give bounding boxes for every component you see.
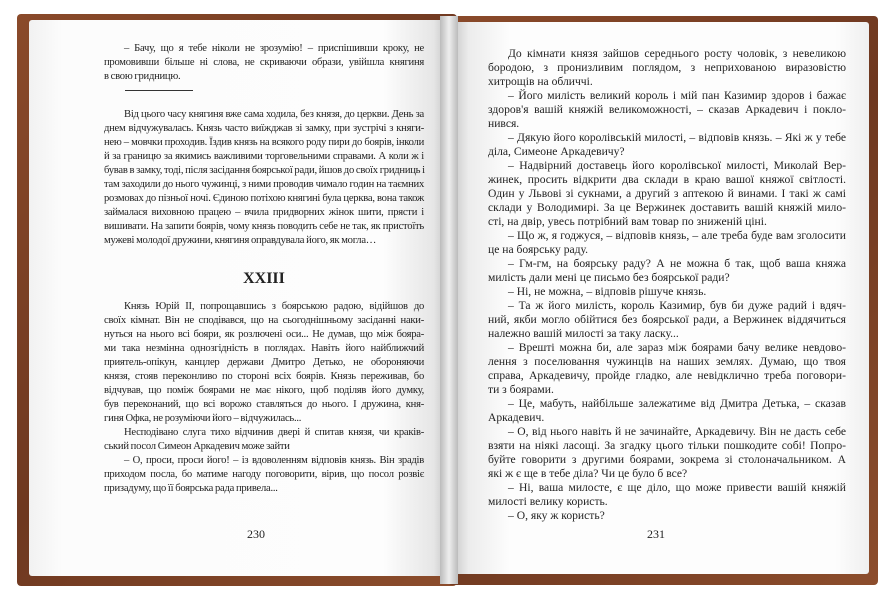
text-line: – Врешті можна би, але зараз між боярами бачу велике невдово- xyxy=(508,341,846,354)
text-line: Аркадевич. xyxy=(488,411,545,424)
text-line: ський посол Симеон Аркадевич може зайти xyxy=(104,441,290,452)
paragraph xyxy=(488,285,846,299)
text-line: займалася виховною працею – вчила придворних жінок шити, прясти і xyxy=(104,207,424,218)
text-line: нився. xyxy=(488,117,520,130)
paragraph xyxy=(488,397,846,425)
paragraph xyxy=(488,425,846,481)
text-line: – О, проси, проси його! – із вдоволенням відповів князь. Він зрадів xyxy=(124,455,424,466)
text-line: бував в замку, тоді, після засідання боярської ради, йшов до своїх гридниць і xyxy=(104,165,425,176)
paragraph xyxy=(488,229,846,257)
paragraph xyxy=(488,131,846,159)
text-line: князя, стояв переконливо по стороні всіх боярів. Князь переживав, бо xyxy=(104,371,424,382)
text-line: До кімнати князя зайшов середнього росту чоловік, з невеликою xyxy=(508,47,846,60)
text-line: – Та ж його милість, король Казимир, був би дуже радий і вдяч- xyxy=(508,299,846,312)
text-line: вишивати. На запити боярів, чому князь поводить себе не так, як пристоїть xyxy=(104,221,424,232)
text-line: – Надвірний доставець його королівської милості, Миколай Вер- xyxy=(508,159,846,172)
text-line: ми така незмінна однозгідність в поглядах. Навіть його найближчий xyxy=(104,343,424,354)
text-line: – О, яку ж користь? xyxy=(508,509,605,522)
text-line: ний, якби могло обійтися без боярської ради, а Вержинек віддячиться xyxy=(488,313,846,326)
text-line: які ж є ще в тебе діла? Чи це було б все? xyxy=(488,467,688,480)
text-line: жинек, просить відкрити два склади в краю вашої княжої світлості. xyxy=(488,173,846,186)
text-line: взяти на ніякі ласощі. За згадку цього тільки пошкодите собі! Попро- xyxy=(488,439,846,452)
text-line: належно вашій милості за таку ласку... xyxy=(488,327,679,340)
text-line: хитрощів на обличчі. xyxy=(488,75,593,88)
chapter-heading: XXIII xyxy=(243,270,285,287)
paragraph xyxy=(488,299,846,341)
paragraph xyxy=(488,257,846,285)
text-line: – Його милість великий король і мій пан Казимир здоров і бажає xyxy=(508,89,846,102)
paragraph xyxy=(488,47,846,89)
text-line: Несподівано слуга тихо відчинив двері й спитав князя, чи краків- xyxy=(124,427,424,438)
text-line: мужеві молодої дружини, княгиня оправдувала його, як могла… xyxy=(104,235,377,246)
page-number-right: 231 xyxy=(647,527,665,541)
text-line: ти з боярами. xyxy=(488,383,554,396)
text-line: – О, від нього навіть й не зачинайте, Аркадевичу. Він не дасть себе xyxy=(508,425,846,438)
text-line: – Ні, ваша милосте, є ще діло, що може привести вашій княжій xyxy=(508,481,846,494)
text-line: милості велику користь. xyxy=(488,495,608,508)
text-line: нуться на нього всі бояри, як розлючені оси... Не думав, що між боярa- xyxy=(104,329,424,340)
paragraph xyxy=(104,426,424,454)
text-line: – Бачу, що я тебе ніколи не зрозумію! – приспішивши кроку, не xyxy=(124,43,424,54)
text-line: нею – мовчки проходив. Їздив князь на всякого роду пири до боярів, інколи xyxy=(104,137,424,148)
text-line: – Ні, не можна, – відповів рішуче князь. xyxy=(508,285,707,298)
left-page-text xyxy=(104,42,424,496)
right-page-text xyxy=(488,47,846,523)
text-line: Один у Львові зі сукнами, а другий з аптекою й винами. І такі ж самі xyxy=(488,187,846,200)
text-line: милість дали мені це письмо без боярської ради? xyxy=(488,271,730,284)
text-line: розмовах до пізньої ночі. Єдиною потіхою княгині була церква, вона також xyxy=(104,193,424,204)
paragraph xyxy=(104,108,424,248)
text-line: приятель-опікун, канцлер держави Дмитро Детько, не обороняючи xyxy=(104,357,424,368)
text-line: лення з поселювання чужинців на наших землях. Думаю, що твоя xyxy=(488,355,846,368)
text-line: гиня Офка, не розуміючи його – відчужилась... xyxy=(104,413,302,424)
text-line: був переконаний, що всі ворожо ставляться до нього. І дружина, кня- xyxy=(104,399,424,410)
text-line: відчував, що поміж боярами не має нікого, щоб поділяв його думку, xyxy=(104,385,424,396)
text-line: днем відчужувалась. Князь часто виїжджав зі замку, при зустрічі з княги- xyxy=(104,123,424,134)
paragraph xyxy=(104,42,424,84)
paragraph xyxy=(488,159,846,229)
paragraph xyxy=(488,509,846,523)
text-line: – Гм-гм, на боярську раду? А не можна б так, щоб ваша княжа xyxy=(508,257,846,270)
text-line: призадуму, що її боярська рада привела... xyxy=(104,483,278,494)
paragraph xyxy=(488,89,846,131)
book-spine xyxy=(440,16,458,584)
paragraph xyxy=(488,341,846,397)
paragraph xyxy=(104,300,424,426)
text-line: – Дякую його королівській милості, – відповів князь. – Які ж у тебе xyxy=(508,131,846,144)
text-line: в свою гридницю. xyxy=(104,71,181,82)
text-line: Князь Юрій II, попрощавшись з боярською радою, відійшов до xyxy=(124,301,424,312)
text-line: промовивши більше ні слова, не скриваючи образи, увійшла княгиня xyxy=(104,57,424,68)
text-line: своїх кімнат. Він не сподівався, що на сьогоднішньому засіданні наки- xyxy=(104,315,424,326)
text-line: буйте говорити з другими боярами, зокрема зі столоначальником. А xyxy=(488,453,846,466)
text-line: там заходили до нього чужинці, з ними проводив чимало годин на таємних xyxy=(104,179,424,190)
text-line: й за границю за якимись важливими торговельними справами. А коли ж і xyxy=(104,151,424,162)
text-line: – Це, мабуть, найбільше залежатиме від Дмитра Детька, – сказав xyxy=(508,397,846,410)
text-line: – Що ж, я годжуся, – відповів князь, – але треба буде вам зголосити xyxy=(508,229,846,242)
paragraph xyxy=(104,454,424,496)
section-divider xyxy=(125,90,193,91)
text-line: це на боярську раду. xyxy=(488,243,589,256)
text-line: справа, Аркадевичу, пройде гладко, але невідклично треба поговори- xyxy=(488,369,846,382)
text-line: Від цього часу княгиня вже сама ходила, без князя, до церкви. День за xyxy=(124,109,424,120)
text-line: приходом посла, бо матиме нагоду поговорити, вірив, що посол розвіє xyxy=(104,469,424,480)
text-line: сті, на двір, увесь потрібний вам товар по зниженій ціні. xyxy=(488,215,767,228)
page-number-left: 230 xyxy=(247,527,265,541)
text-line: здоров'я вашій княжій великоможності, – сказав Аркадевич і покло- xyxy=(488,103,846,116)
text-line: бородою, з пронизливим поглядом, з неприхованою виразовістю xyxy=(488,61,846,74)
text-line: склади у Володимирі. За це Вержинек доставить вашій княжій мило- xyxy=(488,201,846,214)
text-line: діла, Симеоне Аркадевичу? xyxy=(488,145,625,158)
paragraph xyxy=(488,481,846,509)
